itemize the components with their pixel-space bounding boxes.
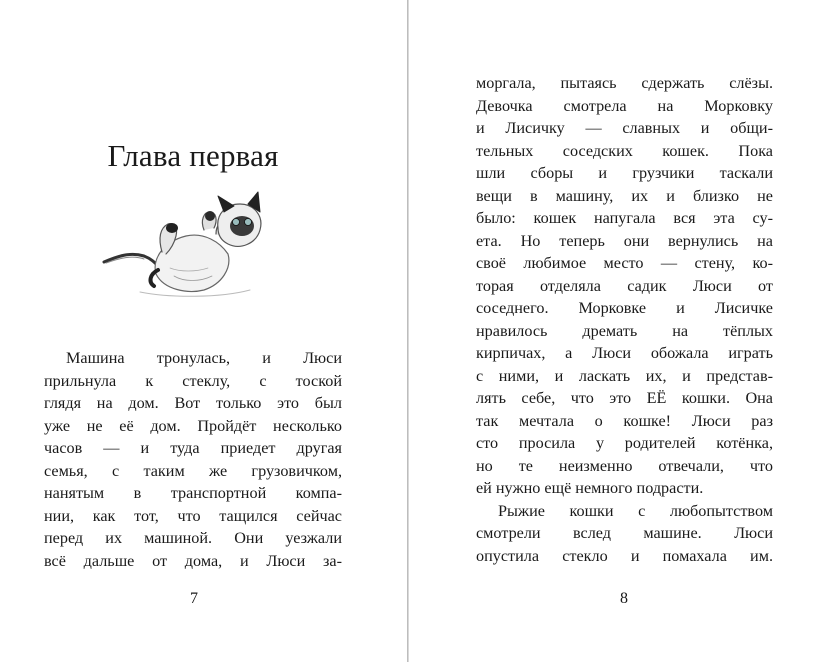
text-line: ей нужно ещё немного подрасти.: [476, 479, 704, 497]
text-line: лять себе, что это ЕЁ кошки. Она: [476, 389, 773, 407]
text-line: шли сборы и грузчики таскали: [476, 164, 773, 182]
right-page-text: [476, 72, 773, 567]
text-line: Рыжие кошки с любопытством: [498, 501, 773, 520]
chapter-title: Глава первая: [107, 138, 279, 173]
text-line: уже не её дом. Пройдёт несколько: [44, 416, 342, 435]
kitten-illustration: [100, 190, 272, 302]
text-line: тельных соседских кошек. Пока: [476, 141, 773, 160]
text-line: так мечтала о кошке! Люси раз: [476, 411, 773, 430]
text-line: с ними, и ласкать их, и представ-: [476, 366, 773, 385]
text-line: сто просила у родителей котёнка,: [476, 434, 773, 452]
text-line: соседнего. Морковке и Лисичке: [476, 299, 773, 317]
text-line: нравилось дремать на тёплых: [476, 321, 773, 340]
text-line: Девочка смотрела на Морковку: [476, 96, 773, 115]
text-line: вещи в машину, их и близко не: [476, 186, 773, 205]
text-line: нии, как тот, что тащился сейчас: [44, 506, 342, 525]
text-line: прильнула к стеклу, с тоской: [44, 371, 342, 390]
text-line: нанятым в транспортной компа-: [44, 484, 342, 502]
text-line: перед их машиной. Они уезжали: [44, 529, 342, 547]
page-number: 8: [620, 590, 628, 607]
text-line: смотрели вслед машине. Люси: [476, 524, 773, 542]
text-line: было: кошек напугала вся эта су-: [476, 209, 773, 227]
text-line: кирпичах, а Люси обожала играть: [476, 344, 773, 362]
text-line: ета. Но теперь они вернулись на: [476, 231, 773, 250]
text-line: своё любимое место — стену, ко-: [476, 254, 773, 272]
text-line: но те неизменно отвечали, что: [476, 456, 773, 475]
text-line: глядя на дом. Вот только это был: [44, 394, 342, 412]
text-line: всё дальше от дома, и Люси за-: [44, 551, 342, 570]
left-page-text: [44, 347, 342, 572]
text-line: и Лисичку — славных и общи-: [476, 119, 773, 137]
text-line: часов — и туда приедет другая: [44, 439, 342, 457]
text-line: опустила стекло и помахала им.: [476, 546, 773, 565]
text-line: Машина тронулась, и Люси: [66, 349, 342, 367]
page-number: 7: [190, 590, 198, 607]
text-line: торая отделяла садик Люси от: [476, 276, 773, 295]
text-line: семья, с таким же грузовичком,: [44, 461, 342, 480]
text-line: моргала, пытаясь сдержать слёзы.: [476, 74, 773, 92]
left-page: [0, 0, 408, 662]
